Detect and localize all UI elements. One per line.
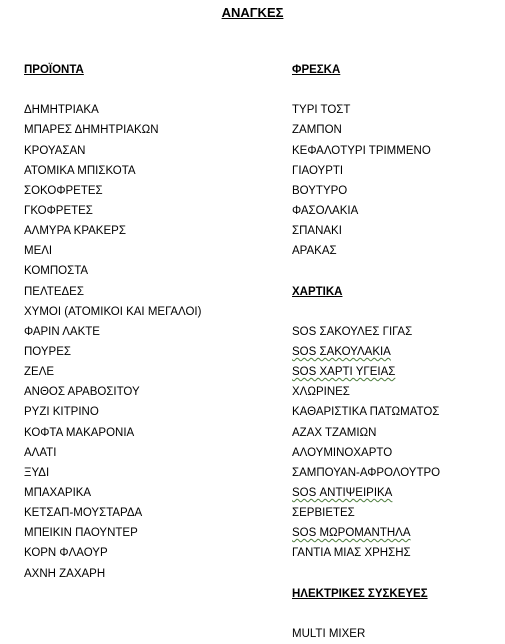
list-item: ΑΤΟΜΙΚΑ ΜΠΙΣΚΟΤΑ [24, 164, 136, 177]
list-item: ΚΟΡΝ ΦΛΑΟΥΡ [24, 547, 108, 560]
list-item: SOS ΑΝΤΙΨΕΙΡΙΚΑ [292, 486, 393, 499]
list-item: ΚΕΤΣΑΠ-ΜΟΥΣΤΑΡΔΑ [24, 507, 143, 520]
list-item: ΑΝΘΟΣ ΑΡΑΒΟΣΙΤΟΥ [24, 386, 140, 399]
list-item: ΧΥΜΟΙ (ΑΤΟΜΙΚΟΙ ΚΑΙ ΜΕΓΑΛΟΙ) [24, 305, 202, 318]
list-item: ΦΑΡΙΝ ΛΑΚΤΕ [24, 325, 100, 338]
list-item: ΦΑΣΟΛΑΚΙΑ [292, 204, 359, 217]
list-item: SOS ΣΑΚΟΥΛΑΚΙΑ [292, 345, 391, 358]
products-heading: ΠΡΟΪΟΝΤΑ [24, 64, 84, 76]
spacer [292, 302, 440, 322]
list-item: ΑΡΑΚΑΣ [292, 245, 337, 258]
list-item: ΑΧΝΗ ΖΑΧΑΡΗ [24, 567, 106, 580]
list-item: ΚΟΜΠΟΣΤΑ [24, 265, 89, 278]
spacer [292, 564, 440, 584]
list-item: ΡΥΖΙ ΚΙΤΡΙΝΟ [24, 406, 99, 419]
appliances-heading: ΗΛΕΚΤΡΙΚΕΣ ΣΥΣΚΕΥΕΣ [292, 587, 428, 600]
list-item: ΔΗΜΗΤΡΙΑΚΑ [24, 104, 99, 117]
list-item: ΚΡΟΥΑΣΑΝ [24, 144, 86, 157]
page-title: ΑΝΑΓΚΕΣ [221, 5, 284, 20]
list-item: ΓΑΝΤΙΑ ΜΙΑΣ ΧΡΗΣΗΣ [292, 547, 411, 560]
list-item: MULTI MIXER [292, 627, 366, 640]
list-item: ΚΟΦΤΑ ΜΑΚΑΡΟΝΙΑ [24, 426, 135, 439]
paper-goods-heading: ΧΑΡΤΙΚΑ [292, 285, 343, 298]
list-item: ΣΟΚΟΦΡΕΤΕΣ [24, 184, 103, 197]
list-item: ΓΚΟΦΡΕΤΕΣ [24, 204, 93, 217]
spacer [292, 80, 440, 100]
list-item: ΑΛΟΥΜΙΝΟΧΑΡΤΟ [292, 446, 393, 459]
list-item: SOS ΜΩΡΟΜΑΝΤΗΛΑ [292, 527, 411, 540]
list-item: ΤΥΡΙ ΤΟΣΤ [292, 104, 351, 117]
fresh-heading: ΦΡΕΣΚΑ [292, 64, 341, 76]
products-column [24, 60, 201, 584]
list-item: ΖΕΛΕ [24, 366, 55, 379]
list-item: ΚΑΘΑΡΙΣΤΙΚΑ ΠΑΤΩΜΑΤΟΣ [292, 406, 440, 419]
list-item: ΚΕΦΑΛΟΤΥΡΙ ΤΡΙΜΜΕΝΟ [292, 144, 431, 157]
list-item: ΜΠΑΡΕΣ ΔΗΜΗΤΡΙΑΚΩΝ [24, 124, 159, 137]
list-item: ΞΥΔΙ [24, 466, 50, 479]
list-item: ΒΟΥΤΥΡΟ [292, 184, 348, 197]
list-item: SOS ΧΑΡΤΙ ΥΓΕΙΑΣ [292, 366, 396, 379]
spacer [24, 80, 201, 100]
list-item: SOS ΣΑΚΟΥΛΕΣ ΓΙΓΑΣ [292, 325, 413, 338]
list-item: ΑΖΑΧ ΤΖΑΜΙΩΝ [292, 426, 377, 439]
list-item: ΜΠΑΧΑΡΙΚΑ [24, 486, 92, 499]
list-item: ΣΑΜΠΟΥΑΝ-ΑΦΡΟΛΟΥΤΡΟ [292, 466, 441, 479]
list-item: ΜΠΕΙΚΙΝ ΠΑΟΥΝΤΕΡ [24, 527, 138, 540]
list-item: ΖΑΜΠΟΝ [292, 124, 342, 137]
categories-column [292, 60, 440, 644]
spacer [292, 261, 440, 281]
list-item: ΧΛΩΡΙΝΕΣ [292, 386, 350, 399]
list-item: ΣΠΑΝΑΚΙ [292, 225, 342, 238]
list-item: ΑΛΑΤΙ [24, 446, 57, 459]
list-item: ΣΕΡΒΙΕΤΕΣ [292, 507, 355, 520]
list-item: ΓΙΑΟΥΡΤΙ [292, 164, 344, 177]
spacer [292, 604, 440, 624]
list-item: ΑΛΜΥΡΑ ΚΡΑΚΕΡΣ [24, 225, 126, 238]
list-item: ΠΕΛΤΕΔΕΣ [24, 285, 84, 298]
list-item: ΜΕΛΙ [24, 245, 53, 258]
list-item: ΠΟΥΡΕΣ [24, 345, 71, 358]
